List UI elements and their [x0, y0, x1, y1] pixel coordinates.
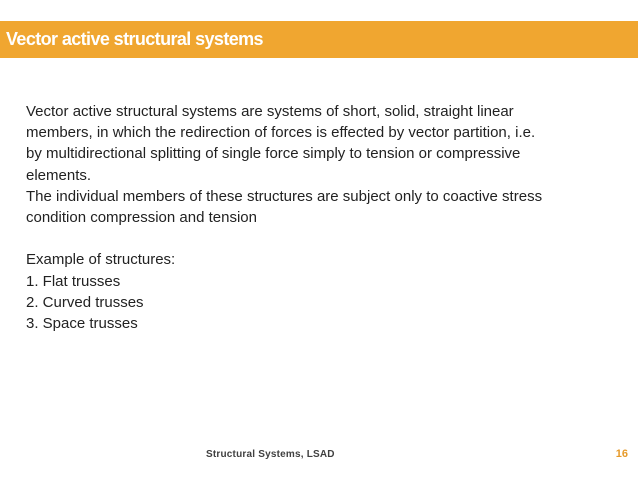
footer-text: Structural Systems, LSAD: [206, 449, 335, 460]
slide-body: [26, 101, 616, 334]
example-item: 3. Space trusses: [26, 315, 138, 333]
slide-title: Vector active structural systems: [6, 29, 263, 49]
paragraph-line: Vector active structural systems are systems of short, solid, straight linear: [26, 103, 514, 120]
paragraph-line: by multidirectional splitting of single force simply to tension or compressive: [26, 145, 521, 163]
blank-line: [26, 228, 616, 249]
paragraph-line: elements.: [26, 166, 92, 184]
example-item: 2. Curved trusses: [26, 293, 144, 311]
paragraph-line: condition compression and tension: [26, 209, 257, 227]
example-item: 1. Flat trusses: [26, 272, 121, 290]
paragraph-line: members, in which the redirection of forces is effected by vector partition, i.e.: [26, 124, 536, 142]
examples-heading: Example of structures:: [26, 251, 176, 269]
paragraph-line: The individual members of these structures are subject only to coactive stress: [26, 187, 543, 205]
title-bar: [0, 21, 638, 58]
page-number: 16: [615, 448, 628, 460]
